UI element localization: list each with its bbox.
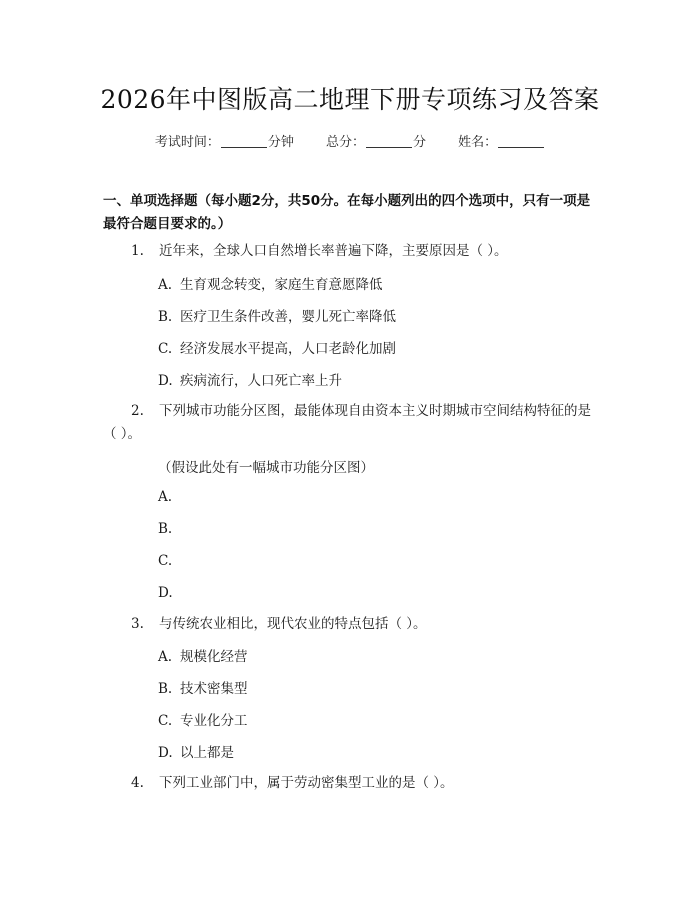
- time-label: 考试时间：: [154, 135, 220, 150]
- option-3a: [158, 647, 248, 667]
- option-2c: [158, 551, 180, 571]
- score-field: [326, 131, 426, 150]
- option-text: 以上都是: [180, 745, 234, 761]
- question-text: 近年来，全球人口自然增长率普遍下降，主要原因是（ ）。: [159, 243, 508, 259]
- question-number: 3.: [131, 616, 144, 632]
- option-letter: C.: [158, 553, 173, 569]
- time-blank: [221, 135, 267, 148]
- name-label: 姓名：: [458, 135, 498, 150]
- option-letter: A.: [158, 489, 173, 505]
- name-field: [458, 131, 545, 150]
- time-field: [155, 131, 294, 150]
- option-1d: [158, 371, 342, 391]
- question-2-continued: （ ）。: [103, 426, 142, 442]
- option-3b: [158, 679, 248, 699]
- option-3c: [158, 711, 248, 731]
- option-1c: [158, 339, 396, 359]
- option-letter: B.: [158, 681, 173, 697]
- question-text: 与传统农业相比，现代农业的特点包括（ ）。: [159, 616, 427, 632]
- score-blank: [366, 135, 412, 148]
- question-number: 4.: [131, 775, 144, 791]
- option-letter: D.: [158, 585, 173, 601]
- option-letter: A.: [158, 277, 173, 293]
- page-title: 2026年中图版高二地理下册专项练习及答案: [100, 85, 600, 114]
- question-2: [131, 400, 591, 423]
- option-3d: [158, 743, 234, 763]
- option-2d: [158, 583, 180, 603]
- option-letter: D.: [158, 373, 173, 389]
- option-2a: [158, 487, 180, 507]
- option-letter: B.: [158, 309, 173, 325]
- question-4: [131, 772, 454, 795]
- question-text: 下列工业部门中，属于劳动密集型工业的是（ ）。: [159, 775, 454, 791]
- option-letter: B.: [158, 521, 173, 537]
- option-letter: C.: [158, 713, 173, 729]
- option-letter: D.: [158, 745, 173, 761]
- score-label: 总分：: [325, 135, 365, 150]
- option-text: 医疗卫生条件改善，婴儿死亡率降低: [180, 309, 396, 325]
- time-unit: 分钟: [267, 135, 294, 150]
- question-3: [131, 613, 427, 636]
- option-text: 经济发展水平提高，人口老龄化加剧: [180, 341, 396, 357]
- option-1b: [158, 307, 396, 327]
- question-text: 下列城市功能分区图，最能体现自由资本主义时期城市空间结构特征的是: [159, 403, 591, 419]
- question-number: 2.: [131, 403, 144, 419]
- section-heading: 一、单项选择题（每小题2分，共50分。在每小题列出的四个选项中，只有一项是最符合题目要求的。）: [103, 193, 591, 232]
- score-unit: 分: [413, 135, 427, 150]
- option-text: 疾病流行，人口死亡率上升: [180, 373, 342, 389]
- option-2b: [158, 519, 180, 539]
- name-blank: [498, 135, 544, 148]
- option-letter: A.: [158, 649, 173, 665]
- option-text: 规模化经营: [180, 649, 248, 665]
- question-1: [131, 240, 508, 263]
- figure-placeholder-note: （假设此处有一幅城市功能分区图）: [158, 460, 374, 476]
- option-letter: C.: [158, 341, 173, 357]
- question-number: 1.: [131, 243, 144, 259]
- option-text: 生育观念转变，家庭生育意愿降低: [180, 277, 383, 293]
- option-text: 专业化分工: [180, 713, 248, 729]
- exam-meta: [0, 131, 700, 150]
- option-1a: [158, 275, 383, 295]
- option-text: 技术密集型: [180, 681, 248, 697]
